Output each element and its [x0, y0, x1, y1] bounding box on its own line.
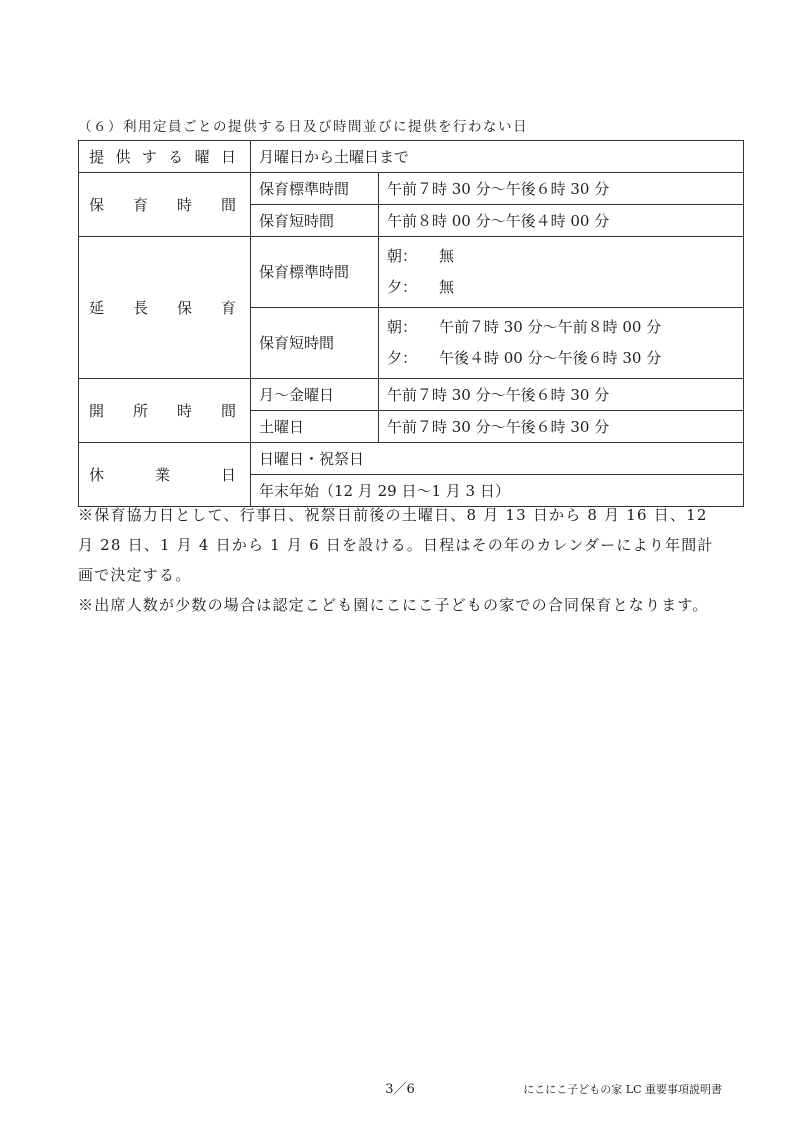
schedule-table: [78, 140, 744, 507]
row-extended-standard: [79, 237, 744, 308]
extended-standard-morning: 朝： 無: [387, 247, 455, 265]
childcare-short-value: 午前８時 00 分～午後４時 00 分: [379, 205, 744, 237]
opening-weekday-value: 午前７時 30 分～午後６時 30 分: [379, 379, 744, 411]
note-joint-care: ※出席人数が少数の場合は認定こども園にこにこ子どもの家での合同保育となります。: [78, 596, 709, 614]
category-opening-hours: 開 所 時 間: [79, 379, 251, 443]
section-heading: （６）利用定員ごとの提供する日及び時間並びに提供を行わない日: [78, 119, 528, 135]
note-cooperation-days: ※保育協力日として、行事日、祝祭日前後の土曜日、8 月 13 日から 8 月 16 日、12 月 28 日、1 月 4 日から 1 月 6 日を設ける。日程はその年のカレンダーにより年間計画で決定する。: [78, 506, 714, 584]
closed-days-value-2: 年末年始（12 月 29 日～1 月 3 日）: [251, 475, 744, 507]
page-number: 3／6: [385, 1082, 415, 1097]
opening-saturday-value: 午前７時 30 分～午後６時 30 分: [379, 411, 744, 443]
extended-short-evening: 夕： 午後４時 00 分～午後６時 30 分: [387, 349, 662, 367]
closed-days-value-1: 日曜日・祝祭日: [251, 443, 744, 475]
extended-standard-label: 保育標準時間: [251, 237, 379, 308]
extended-short-morning: 朝： 午前７時 30 分～午前８時 00 分: [387, 318, 662, 336]
category-provided-days: 提 供 す る 曜 日: [79, 141, 251, 173]
opening-weekday-label: 月～金曜日: [251, 379, 379, 411]
row-closed-1: [79, 443, 744, 475]
row-childcare-standard: [79, 173, 744, 205]
category-childcare-hours: 保 育 時 間: [79, 173, 251, 237]
extended-short-label: 保育短時間: [251, 308, 379, 379]
row-opening-weekday: [79, 379, 744, 411]
childcare-short-label: 保育短時間: [251, 205, 379, 237]
extended-short-value: [379, 308, 744, 379]
category-extended-care: 延 長 保 育: [79, 237, 251, 379]
opening-saturday-label: 土曜日: [251, 411, 379, 443]
extended-standard-value: [379, 237, 744, 308]
extended-standard-evening: 夕： 無: [387, 278, 455, 296]
document-title: にこにこ子どもの家 LC 重要事項説明書: [523, 1083, 722, 1096]
row-provided-days: [79, 141, 744, 173]
provided-days-value: 月曜日から土曜日まで: [251, 141, 744, 173]
childcare-standard-value: 午前７時 30 分～午後６時 30 分: [379, 173, 744, 205]
notes: [78, 500, 728, 620]
category-closed-days: 休 業 日: [79, 443, 251, 507]
childcare-standard-label: 保育標準時間: [251, 173, 379, 205]
